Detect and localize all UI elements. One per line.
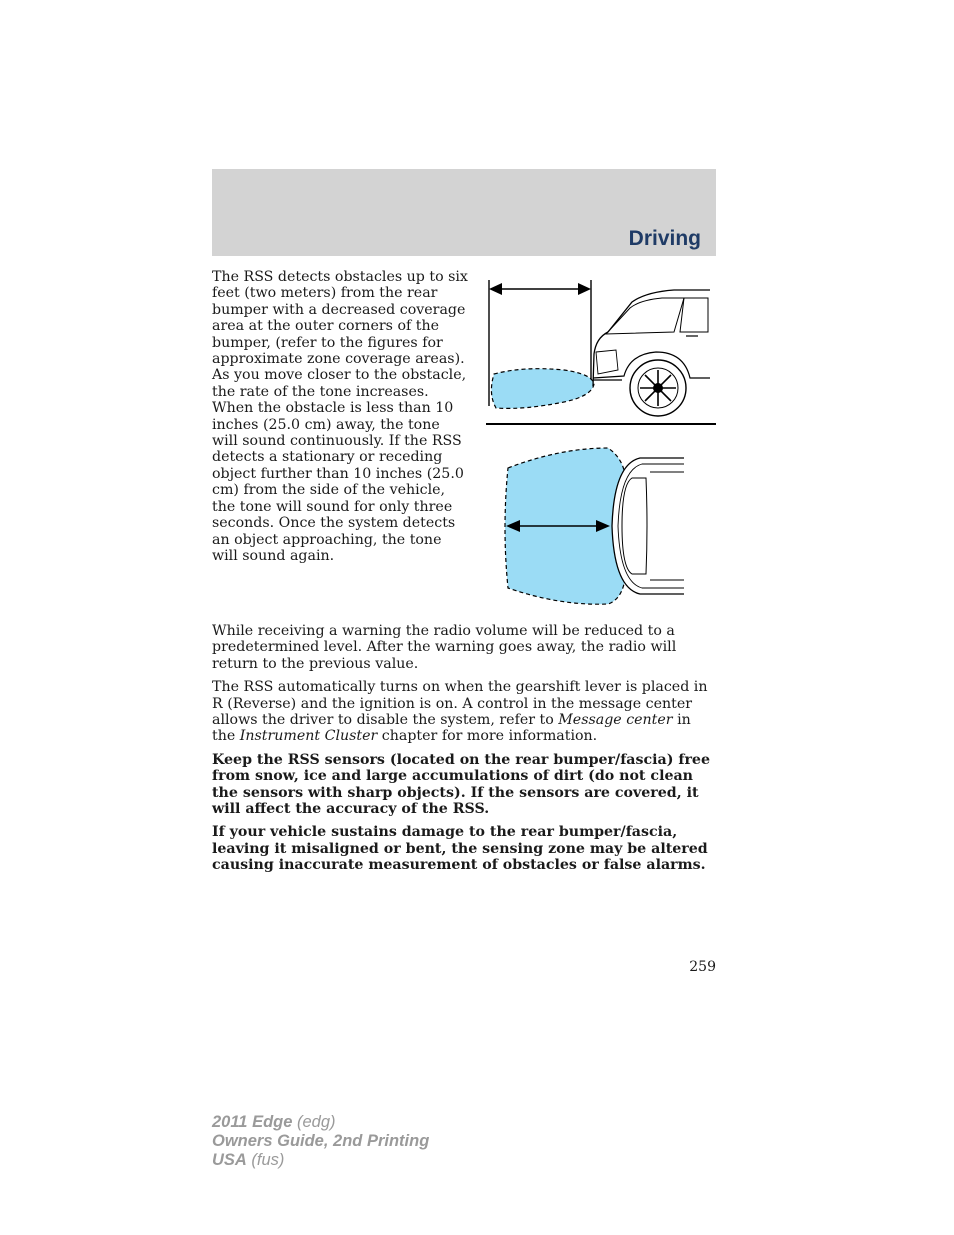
main-text [212,623,718,881]
side-window [680,298,708,332]
wheel-spokes [640,370,676,406]
footer-region [212,1151,429,1170]
paragraph-reverse [212,679,718,745]
footer-model-name: 2011 Edge [212,1113,293,1131]
car-top-outline [612,458,684,594]
rear-window [606,298,684,334]
instrument-cluster-reference: Instrument Cluster [239,728,378,745]
intro-paragraph: The RSS detects obstacles up to six feet (two meters) from the rear bumper with a decreased coverage area at the outer corners of the bumper, (refer to the figures for approximate zone coverage areas). As you move closer to the obstacle, the rate of the tone increases. When the obstacle is less than 10 inches (25.0 cm) away, the tone will sound continuously. If the RSS detects a stationary or receding object further than 10 inches (25.0 cm) from the side of the vehicle, the tone will sound for only three seconds. Once the system detects an object approaching, the tone will sound again. [212,269,468,564]
paragraph-reverse-text-3: chapter for more information. [377,728,598,745]
arrow-head-right [578,283,591,295]
warning-sensors: Keep the RSS sensors (located on the rear bumper/fascia) free from snow, ice and large accumulations of dirt (do not clean the sensors with sharp objects). If the sensors are covered, it will affect the accuracy of the RSS. [212,751,710,818]
warning-damage: If your vehicle sustains damage to the rear bumper/fascia, leaving it misaligned or bent, the sensing zone may be altered causing inaccurate measurement of obstacles or false alarms. [212,824,708,874]
footer-guide: Owners Guide, 2nd Printing [212,1132,430,1150]
section-title: Driving [628,227,701,250]
paragraph-reverse-text-2: in the [212,712,691,745]
footer [212,1113,429,1170]
sensing-zone-side [491,369,594,409]
intro-column [212,269,470,564]
footer-model-code: (edg) [292,1113,336,1131]
paragraph-reverse-text-1: The RSS automatically turns on when the gearshift lever is placed in R (Reverse) and the ignition is on. A control in the message center allows the driver to disable the system, refer to [212,679,708,729]
message-center-reference: Message center [558,712,673,729]
side-view-figure [484,274,718,430]
arrow-head-left [489,283,502,295]
top-view-figure [500,444,684,610]
footer-region-name: USA [212,1151,247,1169]
section-header-band [212,169,716,256]
tail-light [596,350,618,374]
footer-model [212,1113,429,1132]
footer-region-code: (fus) [246,1151,285,1169]
page-number: 259 [689,959,716,975]
paragraph-radio: While receiving a warning the radio volume will be reduced to a predetermined level. After the warning goes away, the radio will return to the previous value. [212,623,677,672]
